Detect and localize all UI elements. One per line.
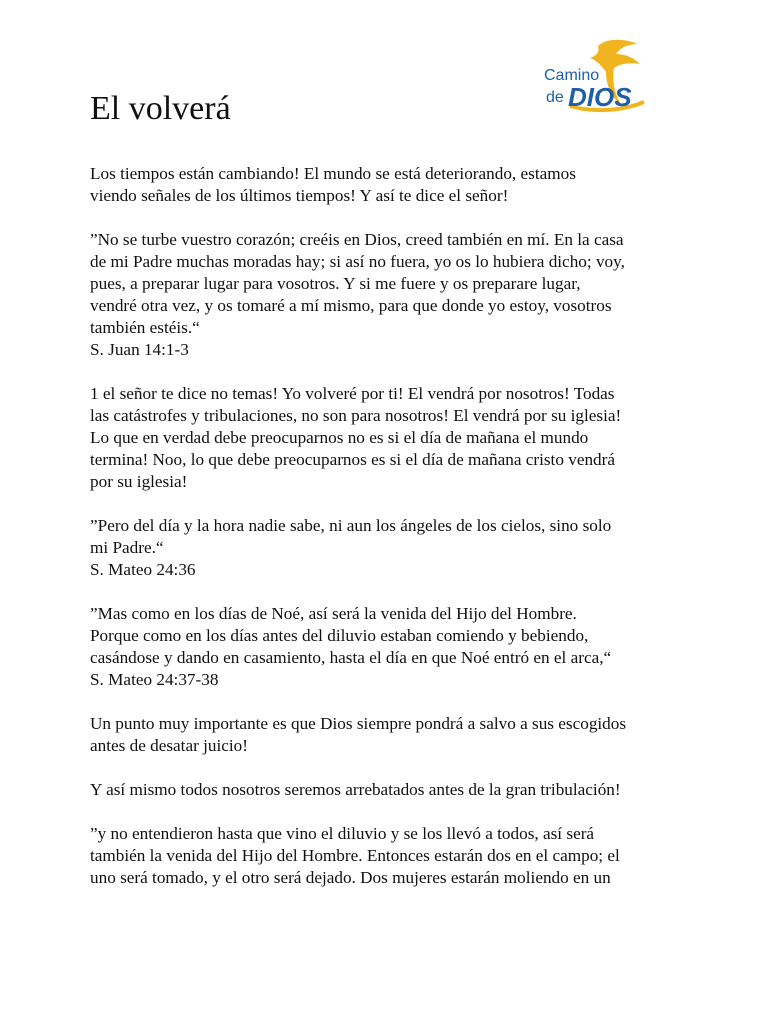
paragraph-line: casándose y dando en casamiento, hasta el día en que Noé entró en el arca,“ [90, 648, 612, 667]
paragraph-line: por su iglesia! [90, 472, 188, 491]
paragraph-line: Lo que en verdad debe preocuparnos no es si el día de mañana el mundo [90, 428, 589, 447]
paragraph-line: vendré otra vez, y os tomaré a mí mismo, para que donde yo estoy, vosotros [90, 296, 612, 315]
paragraph [90, 515, 690, 581]
paragraph-line: ”Pero del día y la hora nadie sabe, ni aun los ángeles de los cielos, sino solo [90, 516, 612, 535]
paragraph-line: ”Mas como en los días de Noé, así será la venida del Hijo del Hombre. [90, 604, 577, 623]
paragraph-line: termina! Noo, lo que debe preocuparnos es si el día de mañana cristo vendrá [90, 450, 615, 469]
paragraph-line: también la venida del Hijo del Hombre. Entonces estarán dos en el campo; el [90, 846, 620, 865]
logo-text-camino: Camino [544, 67, 600, 84]
paragraph-line: S. Mateo 24:36 [90, 560, 196, 579]
paragraph [90, 603, 690, 691]
logo-text-dios: DIOS [568, 82, 632, 112]
paragraph-line: ”No se turbe vuestro corazón; creéis en Dios, creed también en mí. En la casa [90, 230, 624, 249]
paragraph-line: mi Padre.“ [90, 538, 164, 557]
paragraph-line: pues, a preparar lugar para vosotros. Y si me fuere y os preparare lugar, [90, 274, 581, 293]
paragraph-line: uno será tomado, y el otro será dejado. Dos mujeres estarán moliendo en un [90, 868, 611, 887]
paragraph-line: viendo señales de los últimos tiempos! Y así te dice el señor! [90, 186, 509, 205]
document-body [90, 163, 690, 911]
page-title: El volverá [90, 90, 231, 127]
paragraph-line: de mi Padre muchas moradas hay; si así no fuera, yo os lo hubiera dicho; voy, [90, 252, 625, 271]
logo-text-de: de [546, 89, 564, 106]
paragraph [90, 163, 690, 207]
paragraph [90, 713, 690, 757]
camino-de-dios-logo [540, 36, 650, 118]
paragraph [90, 383, 690, 493]
paragraph-line: Porque como en los días antes del diluvio estaban comiendo y bebiendo, [90, 626, 589, 645]
paragraph-line: las catástrofes y tribulaciones, no son para nosotros! El vendrá por su iglesia! [90, 406, 622, 425]
paragraph-line: antes de desatar juicio! [90, 736, 248, 755]
paragraph-line: 1 el señor te dice no temas! Yo volveré por ti! El vendrá por nosotros! Todas [90, 384, 615, 403]
paragraph-line: Un punto muy importante es que Dios siempre pondrá a salvo a sus escogidos [90, 714, 627, 733]
paragraph-line: Los tiempos están cambiando! El mundo se está deteriorando, estamos [90, 164, 576, 183]
paragraph-line: también estéis.“ [90, 318, 200, 337]
paragraph [90, 779, 690, 801]
paragraph-line: Y así mismo todos nosotros seremos arrebatados antes de la gran tribulación! [90, 780, 621, 799]
paragraph-line: S. Juan 14:1-3 [90, 340, 189, 359]
paragraph-line: S. Mateo 24:37-38 [90, 670, 219, 689]
paragraph [90, 229, 690, 361]
paragraph-line: ”y no entendieron hasta que vino el diluvio y se los llevó a todos, así será [90, 824, 595, 843]
logo-graphic [540, 36, 650, 118]
paragraph [90, 823, 690, 889]
